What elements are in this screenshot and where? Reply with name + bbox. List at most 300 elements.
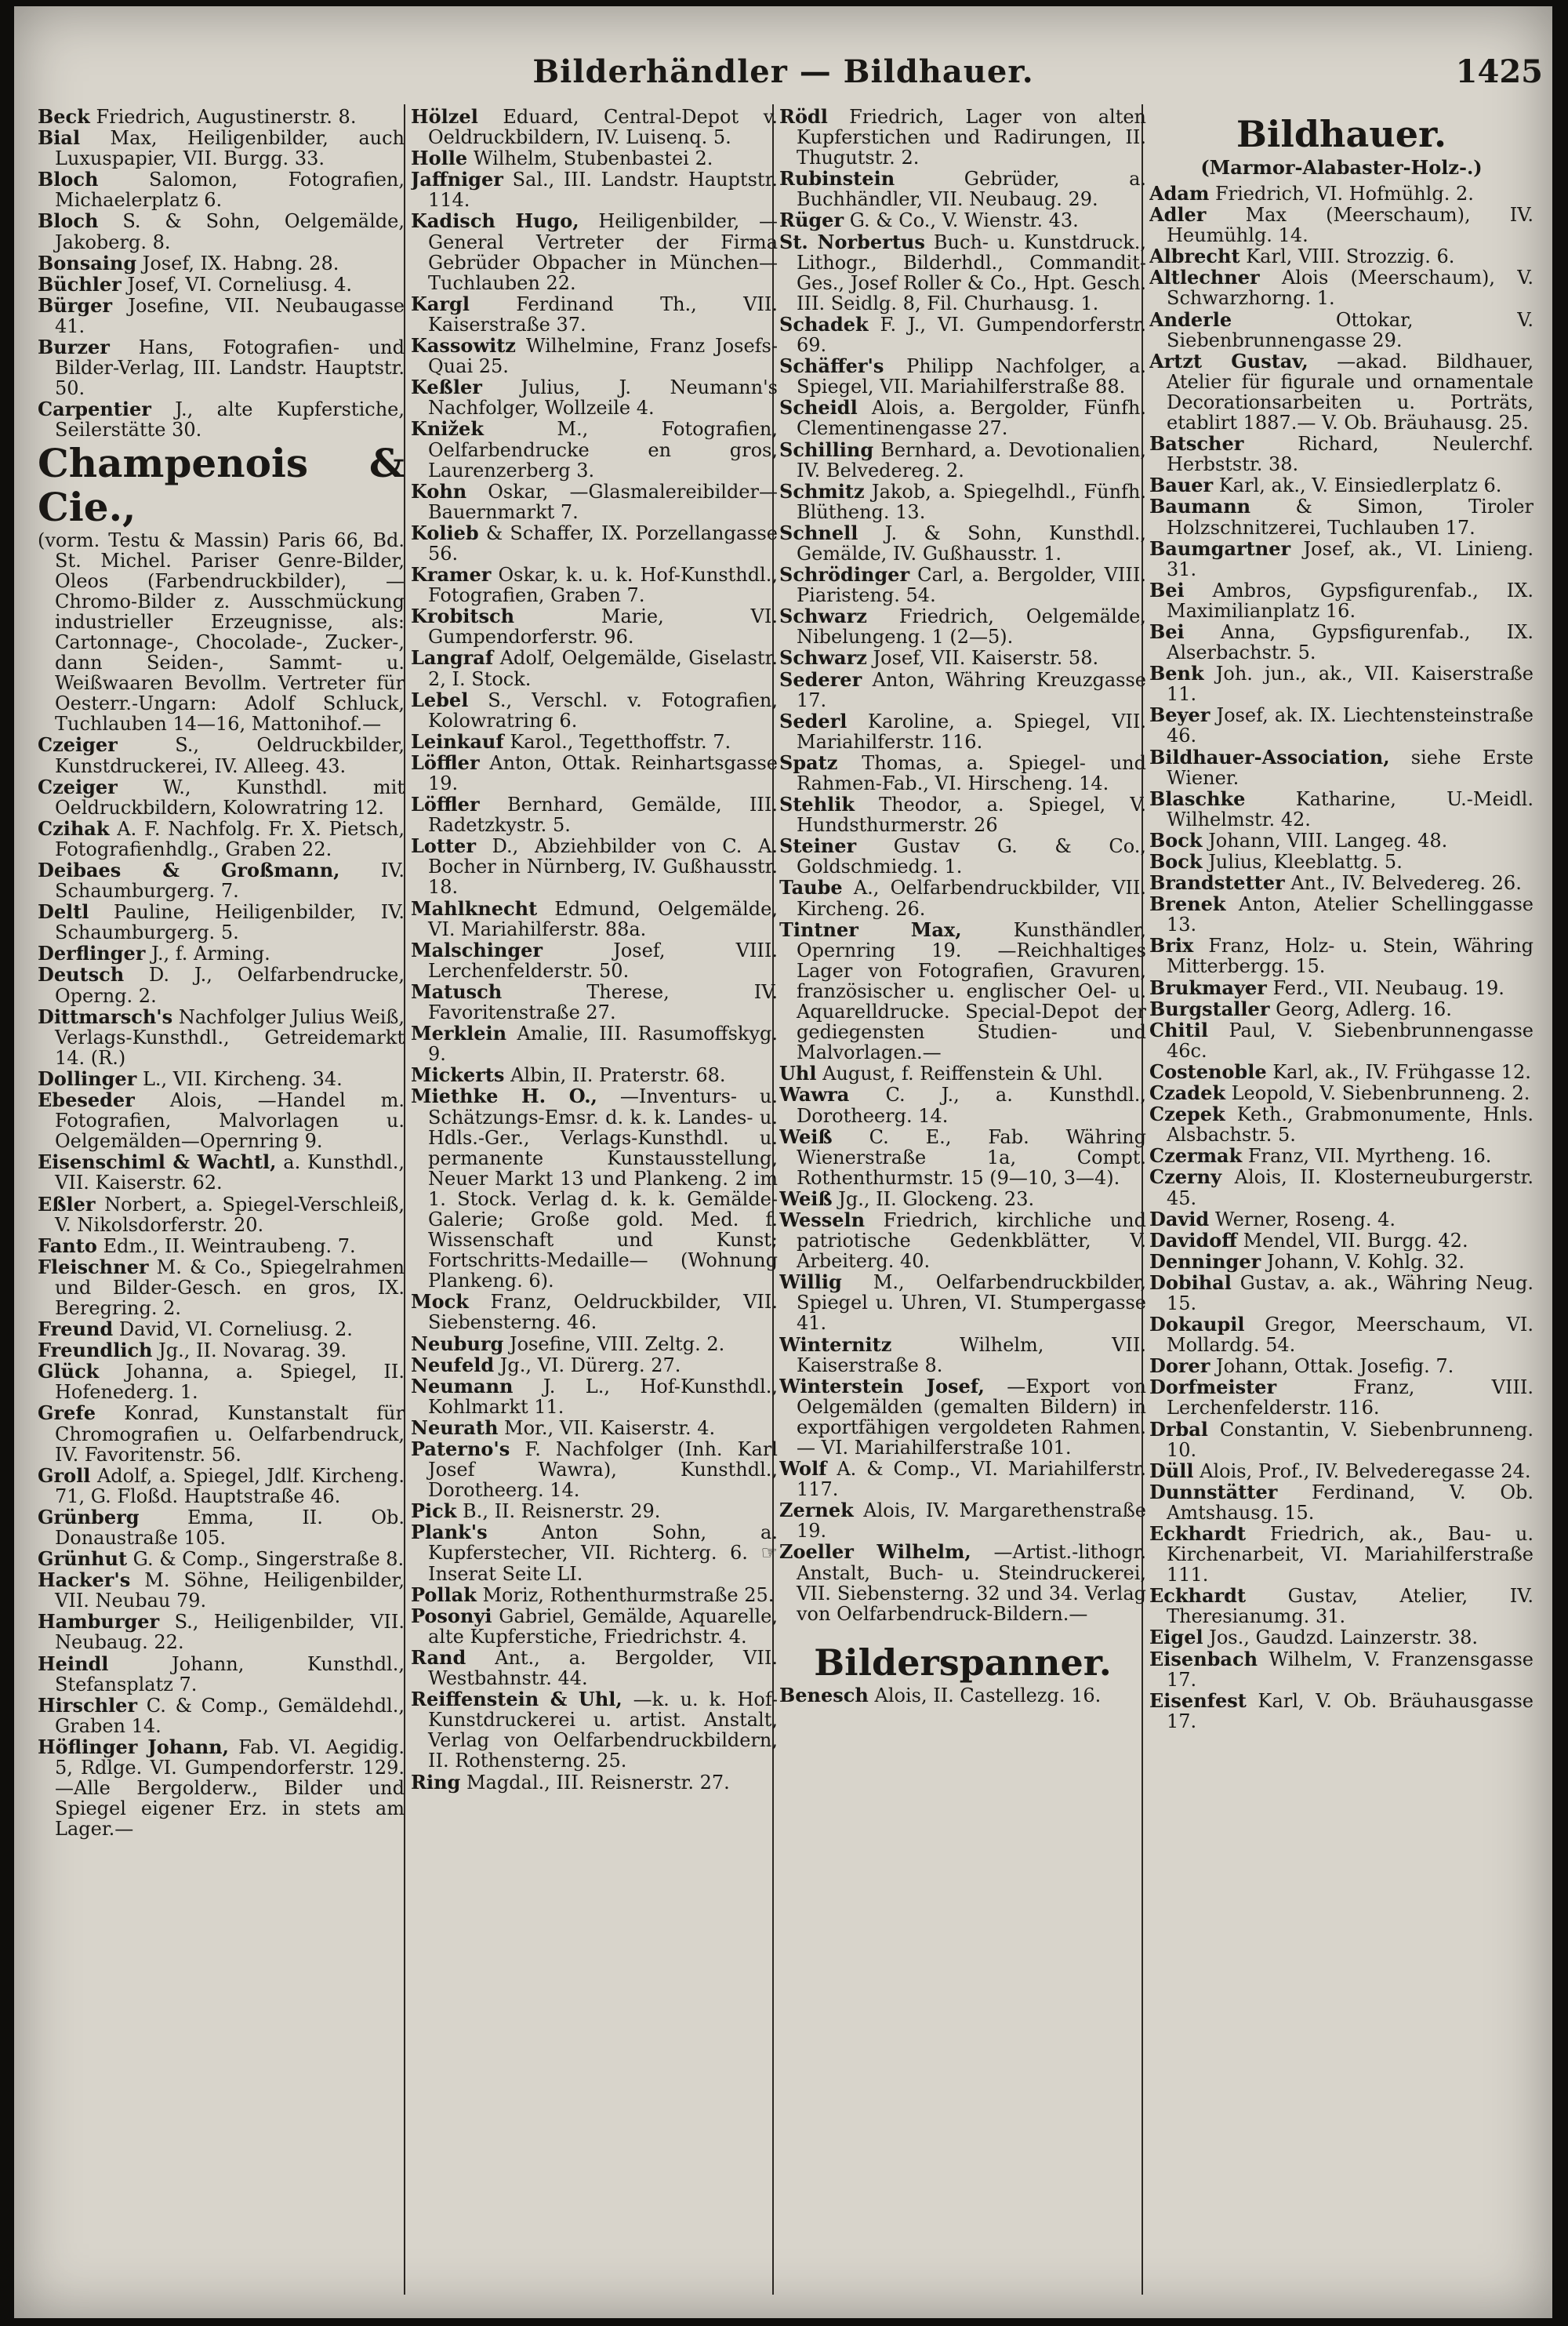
entry-name: Tintner Max, xyxy=(779,918,962,941)
entry-text: G. & Comp., Singerstraße 8. xyxy=(132,1548,405,1571)
entry-text: S. & Sohn, Oelgemälde, Jakoberg. 8. xyxy=(55,210,405,253)
entry-name: Brix xyxy=(1149,934,1194,958)
entry-text: J. L., Hof-Kunsthdl., Kohlmarkt 11. xyxy=(428,1375,778,1418)
entry-name: Knižek xyxy=(411,417,484,441)
directory-entry xyxy=(38,439,405,530)
entry-text: Johann, Ottak. Josefig. 7. xyxy=(1216,1355,1454,1378)
entry-text: Leopold, V. Siebenbrunneng. 2. xyxy=(1231,1082,1530,1105)
entry-name: Schmitz xyxy=(779,479,865,503)
directory-entry xyxy=(411,1023,778,1064)
entry-name: Denninger xyxy=(1149,1249,1261,1273)
entry-text: Alois, II. Castellezg. 16. xyxy=(874,1684,1102,1706)
directory-entry xyxy=(411,1334,778,1354)
directory-entry xyxy=(1149,1586,1534,1626)
entry-name: Ebeseder xyxy=(38,1088,135,1112)
directory-entry xyxy=(1149,1356,1534,1376)
entry-name: Grünberg xyxy=(38,1505,140,1528)
entry-name: Pollak xyxy=(411,1583,477,1606)
entry-name: Heindl xyxy=(38,1652,109,1675)
entry-text: Edmund, Oelgemälde, VI. Mariahilferstr. 88a. xyxy=(428,897,778,940)
directory-entry xyxy=(38,1152,405,1193)
entry-text: L., VII. Kircheng. 34. xyxy=(142,1067,343,1090)
entry-text: Keth., Grabmonumente, Hnls. Alsbachstr. 5. xyxy=(1167,1103,1534,1147)
directory-entry xyxy=(38,735,405,776)
entry-text: Gebrüder, a. Buchhändler, VII. Neubaug. 29. xyxy=(797,168,1146,211)
entry-name: Weiß xyxy=(779,1125,833,1148)
directory-entry xyxy=(411,169,778,210)
directory-entry xyxy=(779,1500,1146,1541)
entry-text: S., Verschl. v. Fotografien, Kolowratring 6. xyxy=(428,689,778,732)
entry-text: Emma, II. Ob. Donaustraße 105. xyxy=(55,1506,405,1549)
entry-name: Kadisch Hugo, xyxy=(411,209,579,233)
entry-text: M. Söhne, Heiligenbilder, VII. Neubau 79. xyxy=(55,1569,405,1612)
entry-text: Karl, VIII. Strozzig. 6. xyxy=(1246,245,1455,268)
directory-entry xyxy=(1149,789,1534,830)
entry-name: Wolf xyxy=(779,1457,827,1481)
directory-entry xyxy=(779,667,1146,711)
entry-name: Deltl xyxy=(38,900,89,924)
entry-text: Karl, V. Ob. Bräuhausgasse 17. xyxy=(1167,1689,1534,1732)
entry-name: Steiner xyxy=(779,834,857,858)
directory-entry xyxy=(1149,663,1534,704)
entry-text: G. & Co., V. Wienstr. 43. xyxy=(849,209,1079,232)
directory-entry xyxy=(411,1439,778,1500)
entry-text: Oskar, —Glasmalereibilder— Bauernmarkt 7. xyxy=(428,480,778,523)
entry-name: Sederl xyxy=(779,709,848,732)
entry-text: Johann, V. Kohlg. 32. xyxy=(1266,1250,1465,1273)
entry-name: Eisenfest xyxy=(1149,1688,1247,1712)
directory-entry xyxy=(1149,852,1534,872)
directory-entry xyxy=(1149,1083,1534,1103)
directory-entry xyxy=(38,211,405,252)
entry-name: Uhl xyxy=(779,1062,817,1085)
entry-name: Kolieb xyxy=(411,521,479,544)
entry-text: Ferdinand, V. Ob. Amtshausg. 15. xyxy=(1167,1481,1534,1524)
directory-entry xyxy=(38,1737,405,1839)
entry-name: Czadek xyxy=(1149,1081,1225,1105)
section-subheading: (Marmor-Alabaster-Holz-.) xyxy=(1200,156,1483,179)
entry-name: Weiß xyxy=(779,1187,833,1210)
entry-text: Jakob, a. Spiegelhdl., Fünfh. Blütheng. 13. xyxy=(797,480,1146,523)
directory-entry xyxy=(779,1272,1146,1333)
entry-name: Grünhut xyxy=(38,1547,128,1571)
directory-entry xyxy=(38,965,405,1005)
entry-name: Hirschler xyxy=(38,1693,138,1717)
entry-text: Max, Heiligenbilder, auch Luxuspapier, VII. Burgg. 33. xyxy=(55,127,405,170)
entry-name: Jaffniger xyxy=(411,168,503,191)
directory-entry xyxy=(1149,830,1534,851)
entry-text: (vorm. Testu & Massin) Paris 66, Bd. St. Michel. Pariser Genre-Bilder, Oleos (Farbendruckbilder), —Chromo-Bilder z. Ausschmückung industrieller Erzeugnisse, als: Cartonnage-, Chocolade-, Zucker-, dann Seiden-, Sammt- u. Weißwaaren Bevollm. Vertreter für Oesterr.-Ungarn: Adolf Schluck, Tuchlauben 14—16, Mattonihof.— xyxy=(38,529,405,736)
entry-text: Alois, II. Klosterneuburgerstr. 45. xyxy=(1167,1166,1534,1209)
directory-entry xyxy=(38,943,405,964)
entry-text: Gabriel, Gemälde, Aquarelle, alte Kupferstiche, Friedrichstr. 4. xyxy=(428,1605,778,1648)
directory-entry xyxy=(1149,894,1534,935)
entry-text: Josef, VII. Kaiserstr. 58. xyxy=(873,647,1099,670)
section-heading-bildhauer: Bildhauer. xyxy=(1236,113,1446,155)
entry-text: Anton, Ottak. Reinhartsgasse 19. xyxy=(428,751,778,794)
entry-text: Karoline, a. Spiegel, VII. Mariahilferstr. 116. xyxy=(797,710,1146,753)
entry-name: Eisenschiml & Wachtl, xyxy=(38,1150,277,1174)
directory-entry xyxy=(411,896,778,940)
entry-name: Fanto xyxy=(38,1234,97,1257)
directory-entry xyxy=(1149,496,1534,537)
entry-text: A. & Comp., VI. Mariahilferstr. 117. xyxy=(797,1458,1146,1501)
entry-name: Benesch xyxy=(779,1683,869,1706)
entry-text: Johann, Kunsthdl., Stefansplatz 7. xyxy=(55,1652,405,1695)
directory-entry xyxy=(1149,184,1534,204)
entry-text: Alois, —Handel m. Fotografien, Malvorlagen u. Oelgemälden—Opernring 9. xyxy=(55,1089,405,1153)
directory-entry xyxy=(779,565,1146,605)
entry-text: Franz, VIII. Lerchenfelderstr. 116. xyxy=(1167,1376,1534,1419)
entry-name: Mahlknecht xyxy=(411,896,538,920)
directory-entry xyxy=(1149,936,1534,976)
directory-entry xyxy=(38,1236,405,1256)
directory-entry xyxy=(1149,580,1534,621)
entry-text: Joh. jun., ak., VII. Kaiserstraße 11. xyxy=(1167,663,1534,706)
directory-entry xyxy=(411,940,778,981)
directory-entry xyxy=(411,1522,778,1583)
entry-text: Jos., Gaudzd. Lainzerstr. 38. xyxy=(1209,1626,1478,1649)
entry-name: Schadek xyxy=(779,312,869,336)
entry-name: Neumann xyxy=(411,1374,514,1397)
entry-name: Dorfmeister xyxy=(1149,1376,1277,1399)
directory-entry xyxy=(779,750,1146,794)
directory-entry xyxy=(38,902,405,943)
entry-name: Deutsch xyxy=(38,963,125,987)
directory-entry xyxy=(38,1007,405,1068)
directory-entry xyxy=(779,1063,1146,1084)
directory-entry xyxy=(411,1086,778,1291)
entry-name: Derflinger xyxy=(38,942,146,965)
entry-name: Bloch xyxy=(38,209,99,233)
directory-entry xyxy=(38,1361,405,1402)
entry-name: David xyxy=(1149,1207,1210,1230)
directory-entry xyxy=(38,1194,405,1235)
entry-name: Davidoff xyxy=(1149,1228,1237,1252)
entry-name: Winterstein Josef, xyxy=(779,1374,985,1397)
entry-name: Dollinger xyxy=(38,1067,137,1090)
entry-text: Constantin, V. Siebenbrunneng. 10. xyxy=(1167,1418,1534,1461)
entry-name: Winternitz xyxy=(779,1332,892,1356)
entry-text: M., Oelfarbendruckbilder, Spiegel u. Uhren, VI. Stumpergasse 41. xyxy=(797,1271,1146,1335)
entry-name: Baumann xyxy=(1149,495,1251,518)
directory-entry xyxy=(1149,1230,1534,1251)
entry-text: Franz, VII. Myrtheng. 16. xyxy=(1247,1145,1492,1168)
entry-text: C. J., a. Kunsthdl., Dorotheerg. 14. xyxy=(797,1084,1146,1127)
column-4 xyxy=(1149,107,1534,2302)
entry-text: Adolf, Oelgemälde, Giselastr. 2, I. Stock. xyxy=(428,647,778,690)
entry-name: Beyer xyxy=(1149,703,1210,727)
entry-name: Batscher xyxy=(1149,432,1244,456)
entry-name: Anderle xyxy=(1149,307,1232,331)
entry-name: Lebel xyxy=(411,688,469,711)
entry-text: August, f. Reiffenstein & Uhl. xyxy=(822,1063,1103,1085)
directory-entry xyxy=(779,107,1146,168)
entry-text: Ferdinand Th., VII. Kaiserstraße 37. xyxy=(428,293,778,336)
entry-text: Mendel, VII. Burgg. 42. xyxy=(1243,1229,1468,1252)
directory-entry xyxy=(1149,873,1534,893)
entry-name: Albrecht xyxy=(1149,245,1240,268)
entry-text: Edm., II. Weintraubeng. 7. xyxy=(103,1234,356,1257)
entry-text: Magdal., III. Reisnerstr. 27. xyxy=(466,1771,730,1794)
entry-name: Carpentier xyxy=(38,398,151,421)
directory-entry xyxy=(411,523,778,564)
entry-text: Katharine, U.-Meidl. Wilhelmstr. 42. xyxy=(1167,787,1534,830)
entry-text: Ant., IV. Belvedereg. 26. xyxy=(1290,872,1522,895)
entry-name: Artzt Gustav, xyxy=(1149,349,1308,373)
entry-text: Carl, a. Bergolder, VIII. Piaristeng. 54. xyxy=(797,564,1146,607)
directory-entry xyxy=(1149,1524,1534,1585)
column-2 xyxy=(411,107,778,2302)
entry-name: Löffler xyxy=(411,750,480,774)
entry-name: Bauer xyxy=(1149,474,1214,497)
directory-entry xyxy=(411,294,778,335)
page-header xyxy=(14,53,1552,100)
entry-text: David, VI. Corneliusg. 2. xyxy=(118,1318,353,1341)
entry-name: Bonsaing xyxy=(38,251,137,274)
entry-text: Thomas, a. Spiegel- und Rahmen-Fab., VI. Hirscheng. 14. xyxy=(797,751,1146,794)
directory-entry xyxy=(38,1570,405,1611)
entry-name: Rödl xyxy=(779,107,828,128)
directory-entry xyxy=(1149,307,1534,351)
entry-text: Richard, Neulerchf. Herbststr. 38. xyxy=(1167,433,1534,476)
entry-name: Eigel xyxy=(1149,1626,1203,1649)
column-3 xyxy=(779,107,1146,2302)
entry-text: Josef, IX. Habng. 28. xyxy=(142,252,339,274)
entry-name: Ring xyxy=(411,1770,461,1794)
entry-text: Friedrich, VI. Hofmühlg. 2. xyxy=(1215,183,1474,205)
entry-text: Philipp Nachfolger, a. Spiegel, VII. Mariahilferstraße 88. xyxy=(797,355,1146,398)
directory-entry xyxy=(779,648,1146,668)
directory-entry xyxy=(38,860,405,901)
entry-name: Dorer xyxy=(1149,1354,1210,1378)
directory-entry xyxy=(1149,1314,1534,1355)
entry-name: Bei xyxy=(1149,620,1185,643)
entry-text: Konrad, Kunstanstalt für Chromografien u. Oelfarbendruck, IV. Favoritenstr. 56. xyxy=(55,1402,405,1466)
entry-text: J., f. Arming. xyxy=(151,943,270,965)
directory-entry xyxy=(1149,1419,1534,1460)
entry-name: Miethke H. O., xyxy=(411,1085,597,1108)
entry-text: Johanna, a. Spiegel, II. Hofenederg. 1. xyxy=(55,1361,405,1404)
entry-text: Jg., II. Novarag. 39. xyxy=(158,1339,347,1362)
entry-name: Hacker's xyxy=(38,1568,131,1592)
entry-text: Anton Sohn, a. Kupferstecher, VII. Richterg. 6. ☞ Inserat Seite LI. xyxy=(428,1521,778,1585)
entry-name: Kramer xyxy=(411,563,492,587)
entry-text: —Artist.-lithogr. Anstalt, Buch- u. Steindruckerei, VII. Siebensterng. 32 und 34. Verlag von Oelfarbendruck-Bildern.— xyxy=(797,1541,1146,1625)
directory-entry xyxy=(411,690,778,731)
entry-text: Anna, Gypsfigurenfab., IX. Alserbachstr. 5. xyxy=(1167,620,1534,664)
entry-name: Willig xyxy=(779,1270,842,1294)
directory-entry xyxy=(1149,536,1534,580)
directory-entry xyxy=(411,606,778,647)
directory-entry xyxy=(1149,267,1534,308)
directory-entry xyxy=(779,1685,1146,1706)
entry-name: Sederer xyxy=(779,667,862,691)
entry-text: Johann, VIII. Langeg. 48. xyxy=(1208,829,1448,852)
entry-name: Eckhardt xyxy=(1149,1584,1247,1608)
entry-text: Josef, VIII. Lerchenfelderstr. 50. xyxy=(428,939,778,982)
directory-entry xyxy=(779,210,1146,231)
entry-text: Jg., II. Glockeng. 23. xyxy=(838,1187,1035,1210)
entry-text: J. & Sohn, Kunsthdl., Gemälde, IV. Gußhausstr. 1. xyxy=(797,522,1146,565)
directory-entry xyxy=(779,920,1146,1063)
entry-name: Höflinger Johann, xyxy=(38,1735,229,1758)
entry-name: Groll xyxy=(38,1463,91,1487)
directory-entry xyxy=(411,336,778,376)
page-number: 1425 xyxy=(1455,53,1543,90)
entry-name: Langraf xyxy=(411,646,494,670)
entry-name: Spatz xyxy=(779,750,838,774)
directory-entry xyxy=(411,107,778,147)
entry-name: Czermak xyxy=(1149,1144,1243,1168)
entry-text: Gregor, Meerschaum, VI. Mollardg. 54. xyxy=(1167,1314,1534,1357)
entry-text: Moriz, Rothenthurmstraße 25. xyxy=(482,1583,775,1606)
entry-name: Dittmarsch's xyxy=(38,1005,173,1028)
entry-name: Posonyi xyxy=(411,1604,492,1627)
entry-name: Adam xyxy=(1149,182,1210,205)
directory-entry xyxy=(1149,1482,1534,1523)
entry-name: Stehlik xyxy=(779,793,855,816)
entry-name: St. Norbertus xyxy=(779,230,925,253)
directory-entry xyxy=(1149,999,1534,1019)
entry-name: Schrödinger xyxy=(779,563,910,587)
entry-name: Benk xyxy=(1149,662,1204,685)
entry-text: J., alte Kupferstiche, Seilerstätte 30. xyxy=(55,398,405,442)
entry-text: Pauline, Heiligenbilder, IV. Schaumburgerg. 5. xyxy=(55,901,405,944)
running-head: Bilderhändler — Bildhauer. xyxy=(532,53,1034,90)
entry-text: W., Kunsthdl. mit Oeldruckbildern, Kolowratring 12. xyxy=(55,776,405,819)
entry-text: Friedrich, Lager von alten Kupferstichen und Radirungen, II. Thugutstr. 2. xyxy=(797,107,1146,169)
entry-text: Gustav G. & Co., Goldschmiedg. 1. xyxy=(797,835,1146,878)
entry-text: B., II. Reisnerstr. 29. xyxy=(463,1500,661,1523)
directory-entry xyxy=(1149,1688,1534,1732)
entry-text: A. F. Nachfolg. Fr. X. Pietsch, Fotografienhdlg., Graben 22. xyxy=(55,817,405,860)
entry-text: Josefine, VIII. Zeltg. 2. xyxy=(509,1332,725,1355)
directory-entry xyxy=(38,337,405,398)
directory-entry xyxy=(411,794,778,835)
entry-name: Neuburg xyxy=(411,1332,504,1355)
directory-entry xyxy=(779,836,1146,877)
directory-entry xyxy=(38,1090,405,1151)
directory-entry xyxy=(779,1127,1146,1188)
entry-name: Burzer xyxy=(38,336,110,359)
entry-name: Altlechner xyxy=(1149,266,1260,289)
entry-name: Czihak xyxy=(38,816,110,840)
directory-entry xyxy=(779,606,1146,647)
entry-text: Mor., VII. Kaiserstr. 4. xyxy=(504,1416,716,1439)
directory-entry xyxy=(38,274,405,295)
entry-name: Bial xyxy=(38,126,81,150)
directory-entry xyxy=(38,777,405,818)
entry-text: Marie, VI. Gumpendorferstr. 96. xyxy=(428,605,778,649)
entry-name: Scheidl xyxy=(779,396,858,420)
directory-entry xyxy=(1149,1209,1534,1230)
directory-entry xyxy=(1149,434,1534,474)
entry-text: Wilhelmine, Franz Josefs-Quai 25. xyxy=(428,335,778,378)
directory-entry xyxy=(411,1606,778,1647)
entry-name: Kohn xyxy=(411,479,467,503)
directory-page xyxy=(14,6,1552,2318)
entry-text: Bernhard, a. Devotionalien, IV. Belvedereg. 2. xyxy=(797,438,1146,482)
entry-name: Eckhardt xyxy=(1149,1522,1247,1545)
directory-entry xyxy=(779,1189,1146,1209)
entry-text: Friedrich, kirchliche und patriotische Gedenkblätter, V. Arbeiterg. 40. xyxy=(797,1208,1146,1273)
directory-entry xyxy=(779,440,1146,481)
entry-name: Wawra xyxy=(779,1083,850,1107)
entry-text: Julius, Kleeblattg. 5. xyxy=(1208,851,1403,873)
entry-text: Buch- u. Kunstdruck., Lithogr., Bilderhdl., Commandit-Ges., Josef Roller & Co., Hpt. Gesch. III. Seidlg. 8, Fil. Churhausg. 1. xyxy=(797,231,1146,314)
directory-entry xyxy=(779,711,1146,752)
entry-name: Adler xyxy=(1149,203,1207,227)
directory-entry xyxy=(38,107,405,127)
entry-text: Friedrich, Oelgemälde, Nibelungeng. 1 (2—5). xyxy=(797,605,1146,649)
directory-entry xyxy=(1149,1020,1534,1061)
entry-text: D. J., Oelfarbendrucke, Operng. 2. xyxy=(55,964,405,1007)
directory-entry xyxy=(1149,1377,1534,1418)
entry-text: & Simon, Tiroler Holzschnitzerei, Tuchlauben 17. xyxy=(1167,496,1534,539)
entry-text: Josef, ak. IX. Liechtensteinstraße 46. xyxy=(1167,704,1534,747)
entry-text: Werner, Roseng. 4. xyxy=(1214,1208,1396,1230)
entry-text: Friedrich, Augustinerstr. 8. xyxy=(96,107,357,128)
entry-text: Amalie, III. Rasumoffskyg. 9. xyxy=(428,1023,778,1066)
entry-name: Eßler xyxy=(38,1192,96,1216)
entry-text: Karl, ak., V. Einsiedlerplatz 6. xyxy=(1218,474,1502,497)
entry-name: Bock xyxy=(1149,828,1203,852)
entry-text: Franz, Holz- u. Stein, Währing Mitterbergg. 15. xyxy=(1167,935,1534,978)
entry-name: Merklein xyxy=(411,1022,507,1045)
entry-name: Fleischner xyxy=(38,1255,149,1278)
entry-text: Hans, Fotografien- und Bilder-Verlag, III. Landstr. Hauptstr. 50. xyxy=(55,336,405,400)
directory-entry xyxy=(411,729,778,753)
directory-entry xyxy=(38,1340,405,1361)
directory-entry xyxy=(411,211,778,293)
entry-name: Brukmayer xyxy=(1149,976,1267,999)
entry-name: Matusch xyxy=(411,979,503,1003)
directory-entry xyxy=(411,565,778,605)
entry-text: Friedrich, ak., Bau- u. Kirchenarbeit, VI. Mariahilferstraße 111. xyxy=(1167,1523,1534,1586)
entry-text: Bernhard, Gemälde, III. Radetzkystr. 5. xyxy=(428,794,778,837)
entry-text: Fab. VI. Aegidig. 5, Rdlge. VI. Gumpendorferstr. 129. —Alle Bergolderw., Bilder und Spiegel eigener Erz. in stets am Lager.— xyxy=(55,1735,405,1841)
entry-text: Adolf, a. Spiegel, Jdlf. Kircheng. 71, G. Floßd. Hauptstraße 46. xyxy=(55,1464,405,1507)
entry-text: Kunsthändler, Opernring 19. —Reichhaltiges Lager von Fotografien, Gravuren, französischer u. englischer Oel- u. Aquarelldrucke. Special-Depot der gediegensten Studien- und Malvorlagen.— xyxy=(797,918,1146,1064)
directory-entry xyxy=(411,377,778,418)
entry-name: Zoeller Wilhelm, xyxy=(779,1540,971,1564)
directory-entry xyxy=(779,878,1146,918)
entry-text: Wilhelm, Stubenbastei 2. xyxy=(473,147,713,170)
directory-entry xyxy=(1149,475,1534,496)
entry-name: Burgstaller xyxy=(1149,997,1270,1020)
entry-name: Zernek xyxy=(779,1499,854,1522)
entry-name: Baumgartner xyxy=(1149,536,1291,560)
directory-entry xyxy=(411,1689,778,1771)
entry-text: Anton, Atelier Schellinggasse 13. xyxy=(1167,893,1534,936)
directory-entry xyxy=(779,1085,1146,1125)
directory-entry xyxy=(779,398,1146,438)
directory-entry xyxy=(411,836,778,897)
entry-name: Chitil xyxy=(1149,1018,1208,1041)
directory-entry xyxy=(1149,747,1534,788)
entry-name: Löffler xyxy=(411,793,480,816)
entry-name: Wesseln xyxy=(779,1208,866,1231)
entry-name: Pick xyxy=(411,1499,457,1523)
directory-entry xyxy=(779,1542,1146,1623)
entry-text: Wilhelm, VII. Kaiserstraße 8. xyxy=(797,1333,1146,1376)
entry-text: Georg, Adlerg. 16. xyxy=(1276,998,1452,1020)
directory-entry xyxy=(779,1459,1146,1499)
entry-text: Jg., VI. Dürerg. 27. xyxy=(499,1354,681,1376)
directory-entry xyxy=(1149,622,1534,663)
directory-entry xyxy=(411,648,778,689)
